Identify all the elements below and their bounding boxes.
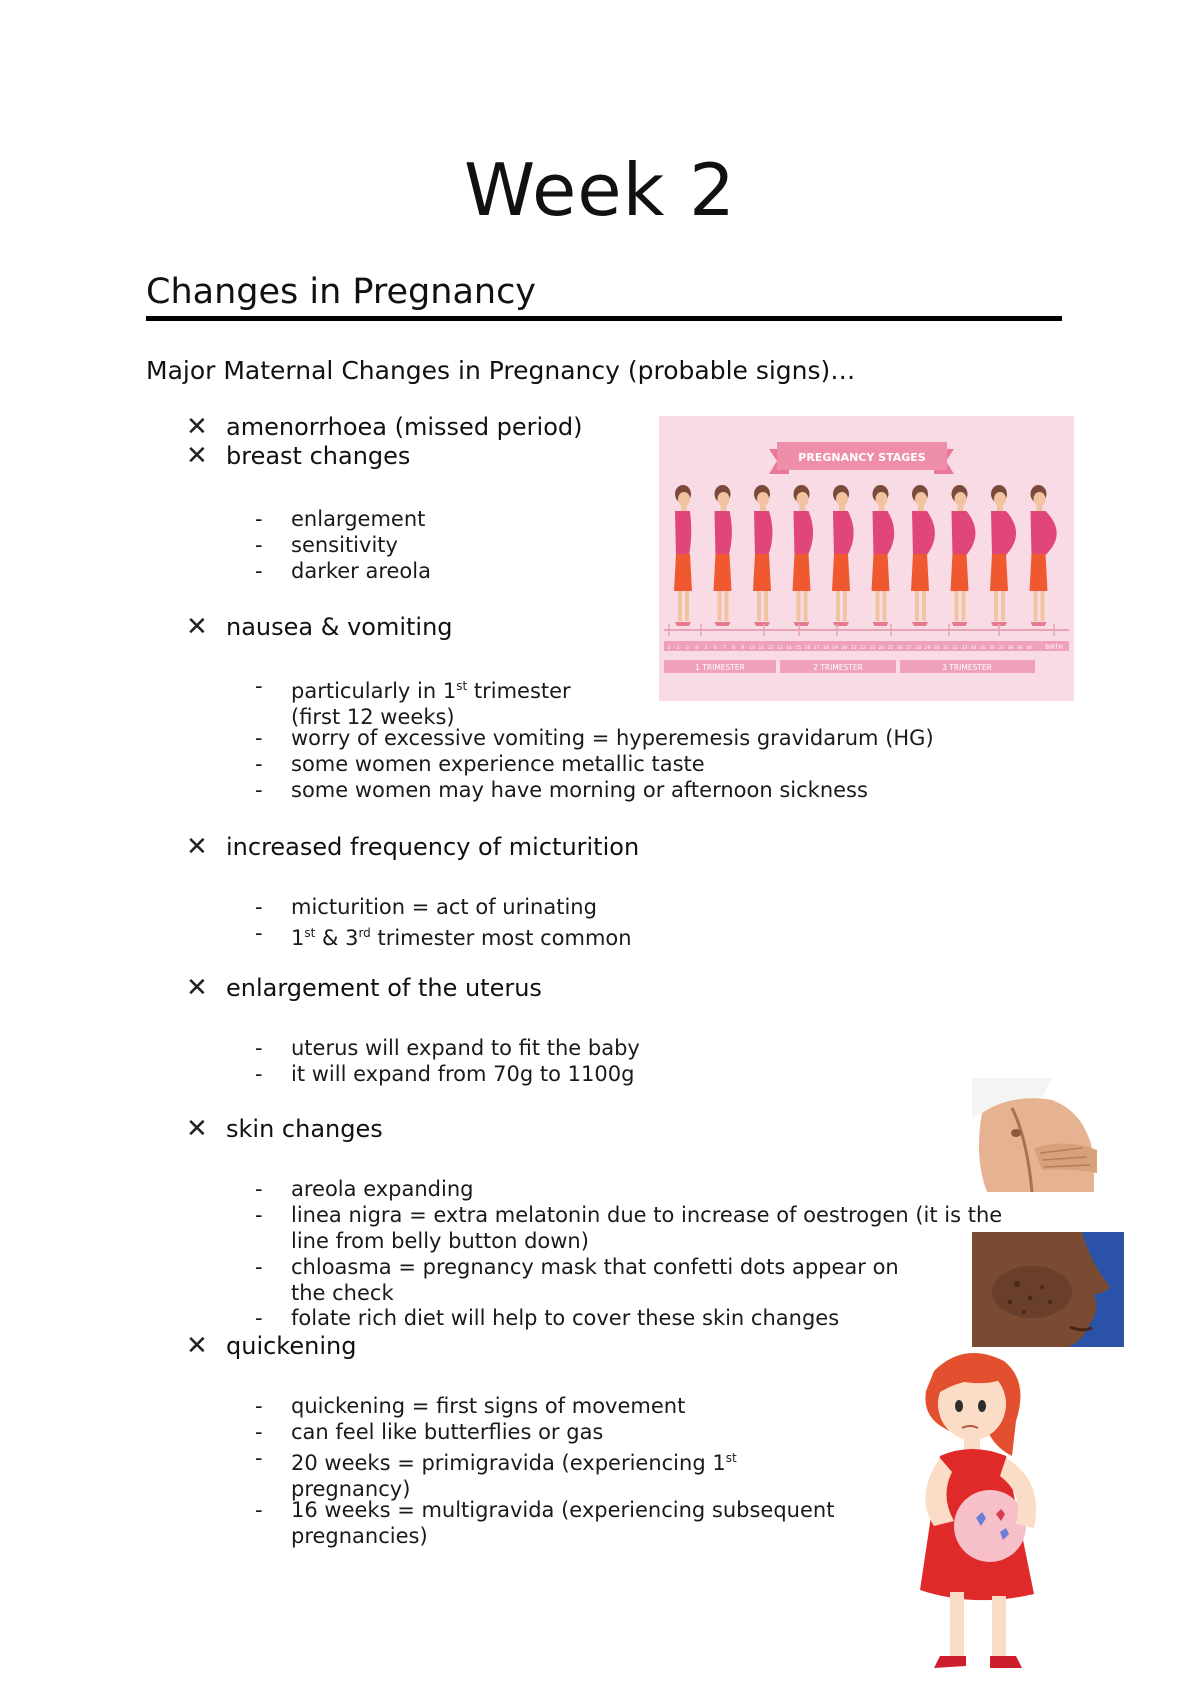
- week-label: 39: [1016, 646, 1023, 651]
- sub-item: - it will expand from 70g to 1100g: [255, 1062, 635, 1086]
- section-heading: Changes in Pregnancy: [146, 272, 537, 312]
- sub-item: - can feel like butterflies or gas: [255, 1420, 604, 1444]
- week-label: 4: [695, 646, 699, 651]
- week-label: 23: [869, 646, 875, 651]
- item-label: enlargement of the uterus: [226, 974, 542, 1002]
- list-item: [186, 1114, 383, 1144]
- item-label: quickening: [226, 1332, 357, 1360]
- week-label: 18: [823, 646, 829, 651]
- week-label: 16: [804, 646, 811, 651]
- sub-item: - micturition = act of urinating: [255, 895, 597, 919]
- sub-item: - sensitivity: [255, 533, 398, 557]
- item-label: increased frequency of micturition: [226, 833, 640, 861]
- sub-item: - worry of excessive vomiting = hyperemesis gravidarum (HG): [255, 726, 934, 750]
- sub-item: - darker areola: [255, 559, 431, 583]
- item-label: amenorrhoea (missed period): [226, 413, 583, 441]
- sub-item: - 16 weeks = multigravida (experiencing subsequent pregnancies): [255, 1498, 835, 1548]
- week-label: 11: [758, 646, 765, 651]
- pregnancy-stages-image: [659, 416, 1074, 701]
- week-label: BIRTH: [1045, 644, 1063, 651]
- pregnancy-stages-illustration: [659, 416, 1074, 701]
- week-label: 6: [713, 646, 717, 651]
- week-label: 28: [915, 646, 922, 651]
- x-mark-icon: ✕: [186, 612, 208, 642]
- x-mark-icon: ✕: [186, 412, 208, 442]
- week-label: 2: [676, 646, 680, 651]
- list-item: [186, 612, 453, 642]
- section-rule: [146, 316, 1062, 321]
- week-label: 15: [795, 646, 802, 651]
- week-label: 21: [850, 646, 857, 651]
- week-label: 17: [813, 646, 820, 651]
- week-label: 5: [704, 646, 708, 651]
- week-label: 36: [989, 646, 995, 651]
- sub-item: - some women experience metallic taste: [255, 752, 705, 776]
- week-label: 9: [741, 646, 745, 651]
- week-label: 37: [998, 646, 1005, 651]
- item-label: breast changes: [226, 442, 411, 470]
- week-label: 14: [786, 646, 792, 651]
- list-item: [186, 412, 583, 442]
- list-item: [186, 1331, 356, 1361]
- trimester-label: 1 TRIMESTER: [695, 663, 745, 672]
- trimester-label: 2 TRIMESTER: [813, 663, 863, 672]
- week-label: 25: [887, 646, 894, 651]
- week-label: 34: [970, 646, 977, 651]
- cartoon-pregnant-woman: [904, 1346, 1064, 1676]
- sub-item: - quickening = first signs of movement: [255, 1394, 686, 1418]
- x-mark-icon: ✕: [186, 1114, 208, 1144]
- x-mark-icon: ✕: [186, 441, 208, 471]
- sub-item: - 1st & 3rd trimester most common: [255, 921, 632, 950]
- sub-item: - folate rich diet will help to cover these skin changes: [255, 1306, 840, 1330]
- sub-item: - uterus will expand to fit the baby: [255, 1036, 640, 1060]
- sub-item: - some women may have morning or afternoon sickness: [255, 778, 868, 802]
- banner-text: PREGNANCY STAGES: [798, 451, 926, 464]
- sub-item: - linea nigra = extra melatonin due to increase of oestrogen (it is the line from belly button down): [255, 1203, 1003, 1253]
- week-label: 33: [961, 646, 968, 651]
- list-item: [186, 441, 410, 471]
- list-item: [186, 973, 542, 1003]
- sub-item: - particularly in 1st trimester (first 12 weeks): [255, 674, 571, 729]
- week-label: 8: [732, 646, 736, 651]
- week-label: 7: [722, 646, 726, 651]
- x-mark-icon: ✕: [186, 1331, 208, 1361]
- week-label: 38: [1007, 646, 1014, 651]
- week-label: 10: [749, 646, 755, 651]
- week-label: 22: [859, 646, 866, 651]
- week-label: 27: [906, 646, 912, 651]
- week-label: 29: [924, 646, 931, 651]
- belly-photo: [972, 1078, 1102, 1192]
- week-label: 31: [943, 646, 949, 651]
- sub-item: - enlargement: [255, 507, 426, 531]
- week-label: 12: [767, 646, 774, 651]
- week-label: 13: [776, 646, 783, 651]
- week-label: 19: [832, 646, 839, 651]
- week-label: 1: [667, 646, 671, 651]
- face-photo: [972, 1232, 1124, 1347]
- week-label: 24: [878, 646, 885, 651]
- item-label: skin changes: [226, 1115, 383, 1143]
- x-mark-icon: ✕: [186, 832, 208, 862]
- week-label: 3: [686, 646, 689, 651]
- week-label: 20: [841, 646, 848, 651]
- week-label: 30: [933, 646, 940, 651]
- week-label: 40: [1026, 646, 1032, 651]
- subheading: Major Maternal Changes in Pregnancy (probable signs)…: [146, 356, 856, 385]
- week-label: 35: [979, 646, 986, 651]
- trimester-label: 3 TRIMESTER: [942, 663, 992, 672]
- page-title: Week 2: [464, 148, 736, 232]
- sub-item: - areola expanding: [255, 1177, 474, 1201]
- week-label: 26: [896, 646, 903, 651]
- sub-item: - 20 weeks = primigravida (experiencing 1st pregnancy): [255, 1446, 737, 1501]
- x-mark-icon: ✕: [186, 973, 208, 1003]
- week-label: 32: [952, 646, 959, 651]
- sub-item: - chloasma = pregnancy mask that confetti dots appear on the check: [255, 1255, 899, 1305]
- list-item: [186, 832, 639, 862]
- item-label: nausea & vomiting: [226, 613, 453, 641]
